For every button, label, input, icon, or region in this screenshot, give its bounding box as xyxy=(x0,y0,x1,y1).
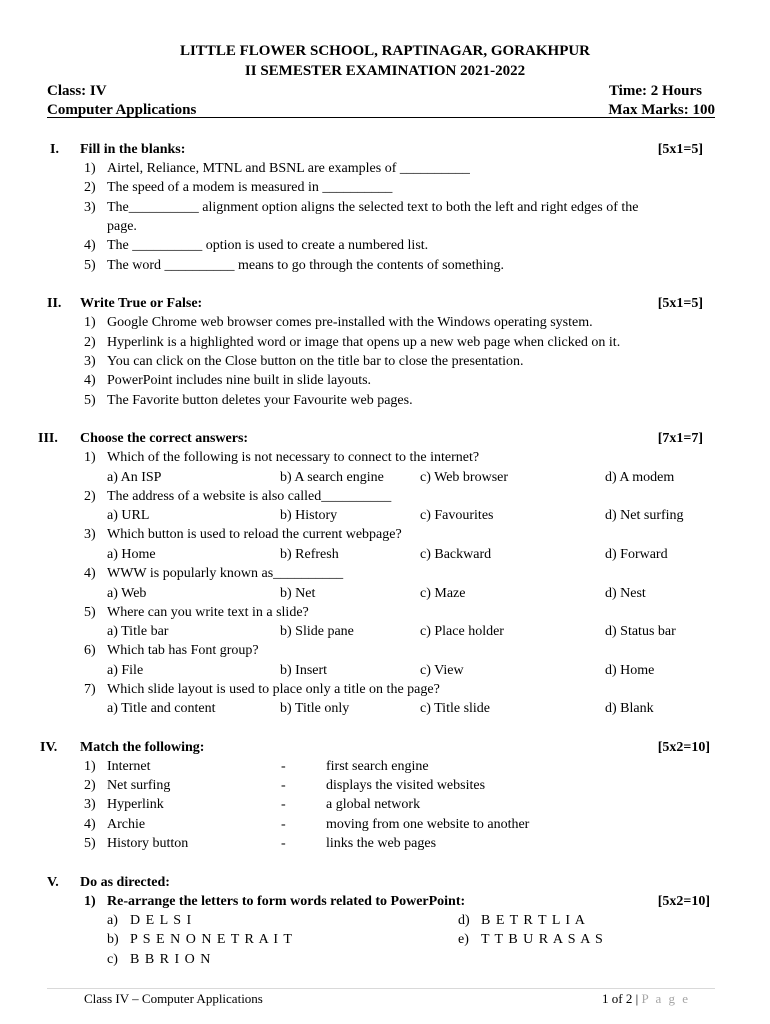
match-right: moving from one website to another xyxy=(326,817,530,832)
section-3-title: Choose the correct answers: xyxy=(80,431,249,446)
jumbled-word: T T B U R A S A S xyxy=(481,932,604,947)
jumbled-word: B B R I O N xyxy=(130,952,212,967)
option-a: a) An ISP xyxy=(107,470,162,485)
question-number: 5) xyxy=(84,393,96,408)
question-number: 3) xyxy=(84,200,96,215)
question-text: The word __________ means to go through the contents of something. xyxy=(107,258,504,273)
option-b: b) History xyxy=(280,508,338,523)
question-text: The Favorite button deletes your Favourite web pages. xyxy=(107,393,413,408)
section-1-title: Fill in the blanks: xyxy=(80,142,186,157)
subquestion-title: Re-arrange the letters to form words related to PowerPoint: xyxy=(107,894,466,909)
question-text: Hyperlink is a highlighted word or image that opens up a new web page when clicked on it. xyxy=(107,335,621,350)
school-name: LITTLE FLOWER SCHOOL, RAPTINAGAR, GORAKHPUR xyxy=(179,43,591,59)
option-d: d) Home xyxy=(605,663,655,678)
match-left: Hyperlink xyxy=(107,797,164,812)
match-right: displays the visited websites xyxy=(326,778,486,793)
question-number: 2) xyxy=(84,335,96,350)
option-d: d) Net surfing xyxy=(605,508,684,523)
option-b: b) Slide pane xyxy=(280,624,354,639)
match-dash: - xyxy=(281,778,286,793)
question-number: 2) xyxy=(84,180,96,195)
question-number: 4) xyxy=(84,238,96,253)
option-c: c) Place holder xyxy=(420,624,504,639)
section-1-marks: [5x1=5] xyxy=(657,142,703,157)
match-left: Internet xyxy=(107,759,151,774)
section-1-number: I. xyxy=(50,142,59,157)
match-left: History button xyxy=(107,836,189,851)
section-2-marks: [5x1=5] xyxy=(657,296,703,311)
header-rule xyxy=(47,117,715,118)
option-c: c) Web browser xyxy=(420,470,509,485)
subject-label: Computer Applications xyxy=(47,102,197,118)
option-b: b) Title only xyxy=(280,701,350,716)
match-left: Archie xyxy=(107,817,146,832)
option-d: d) Status bar xyxy=(605,624,676,639)
match-number: 3) xyxy=(84,797,96,812)
question-text: Where can you write text in a slide? xyxy=(107,605,309,620)
page-count: 1 of 2 xyxy=(602,991,633,1006)
word-label: c) xyxy=(107,952,118,967)
match-right: a global network xyxy=(326,797,421,812)
question-text: Google Chrome web browser comes pre-installed with the Windows operating system. xyxy=(107,315,593,330)
question-number: 5) xyxy=(84,605,96,620)
option-d: d) Nest xyxy=(605,586,646,601)
option-d: d) Forward xyxy=(605,547,668,562)
question-number: 2) xyxy=(84,489,96,504)
match-dash: - xyxy=(281,797,286,812)
option-c: c) Backward xyxy=(420,547,492,562)
question-text: Which of the following is not necessary to connect to the internet? xyxy=(107,450,480,465)
jumbled-word: B E T R T L I A xyxy=(481,913,586,928)
option-c: c) Maze xyxy=(420,586,466,601)
question-text-continued: page. xyxy=(107,219,137,234)
match-number: 5) xyxy=(84,836,96,851)
word-label: b) xyxy=(107,932,119,947)
word-label: e) xyxy=(458,932,469,947)
section-3-marks: [7x1=7] xyxy=(657,431,703,446)
option-b: b) Refresh xyxy=(280,547,339,562)
section-5-marks: [5x2=10] xyxy=(657,894,710,909)
subquestion-number: 1) xyxy=(84,894,96,909)
question-number: 6) xyxy=(84,643,96,658)
match-dash: - xyxy=(281,817,286,832)
question-text: Airtel, Reliance, MTNL and BSNL are examples of __________ xyxy=(107,161,470,176)
footer-rule xyxy=(47,988,715,989)
question-number: 4) xyxy=(84,566,96,581)
section-4-title: Match the following: xyxy=(80,740,205,755)
question-text: Which slide layout is used to place only a title on the page? xyxy=(107,682,440,697)
option-c: c) View xyxy=(420,663,464,678)
time-label: Time: 2 Hours xyxy=(608,83,702,99)
option-b: b) A search engine xyxy=(280,470,384,485)
option-a: a) Title and content xyxy=(107,701,216,716)
question-text: The__________ alignment option aligns the selected text to both the left and right edges of the xyxy=(107,200,639,215)
question-text: PowerPoint includes nine built in slide layouts. xyxy=(107,373,372,388)
option-c: c) Title slide xyxy=(420,701,491,716)
question-number: 7) xyxy=(84,682,96,697)
option-d: d) A modem xyxy=(605,470,675,485)
match-left: Net surfing xyxy=(107,778,171,793)
question-number: 3) xyxy=(84,354,96,369)
match-right: links the web pages xyxy=(326,836,437,851)
option-c: c) Favourites xyxy=(420,508,494,523)
question-text: Which button is used to reload the current webpage? xyxy=(107,527,402,542)
section-4-number: IV. xyxy=(40,740,58,755)
section-3-number: III. xyxy=(38,431,58,446)
match-number: 1) xyxy=(84,759,96,774)
option-a: a) Home xyxy=(107,547,156,562)
question-text: The speed of a modem is measured in __________ xyxy=(107,180,393,195)
question-text: Which tab has Font group? xyxy=(107,643,259,658)
footer-left: Class IV – Computer Applications xyxy=(84,991,263,1006)
question-number: 1) xyxy=(84,161,96,176)
match-dash: - xyxy=(281,836,286,851)
word-label: a) xyxy=(107,913,118,928)
question-number: 5) xyxy=(84,258,96,273)
option-a: a) URL xyxy=(107,508,150,523)
question-text: The __________ option is used to create a numbered list. xyxy=(107,238,429,253)
class-label: Class: IV xyxy=(47,83,107,99)
question-number: 1) xyxy=(84,315,96,330)
option-a: a) Title bar xyxy=(107,624,169,639)
option-a: a) File xyxy=(107,663,144,678)
page-number xyxy=(602,991,690,1007)
match-right: first search engine xyxy=(326,759,429,774)
section-4-marks: [5x2=10] xyxy=(657,740,710,755)
section-2-number: II. xyxy=(47,296,62,311)
max-marks-label: Max Marks: 100 xyxy=(608,102,715,118)
match-dash: - xyxy=(281,759,286,774)
question-number: 1) xyxy=(84,450,96,465)
section-2-title: Write True or False: xyxy=(80,296,203,311)
question-number: 4) xyxy=(84,373,96,388)
option-d: d) Blank xyxy=(605,701,654,716)
question-text: The address of a website is also called__________ xyxy=(107,489,392,504)
jumbled-word: D E L S I xyxy=(130,913,193,928)
page-word: P a g e xyxy=(641,991,690,1006)
question-number: 3) xyxy=(84,527,96,542)
match-number: 4) xyxy=(84,817,96,832)
jumbled-word: P S E N O N E T R A I T xyxy=(130,932,293,947)
option-b: b) Insert xyxy=(280,663,328,678)
question-text: You can click on the Close button on the title bar to close the presentation. xyxy=(107,354,524,369)
option-a: a) Web xyxy=(107,586,147,601)
exam-title: II SEMESTER EXAMINATION 2021-2022 xyxy=(244,63,526,79)
match-number: 2) xyxy=(84,778,96,793)
word-label: d) xyxy=(458,913,470,928)
section-5-title: Do as directed: xyxy=(80,875,170,890)
section-5-number: V. xyxy=(47,875,59,890)
question-text: WWW is popularly known as__________ xyxy=(107,566,344,581)
page-separator: | xyxy=(635,991,639,1006)
option-b: b) Net xyxy=(280,586,316,601)
